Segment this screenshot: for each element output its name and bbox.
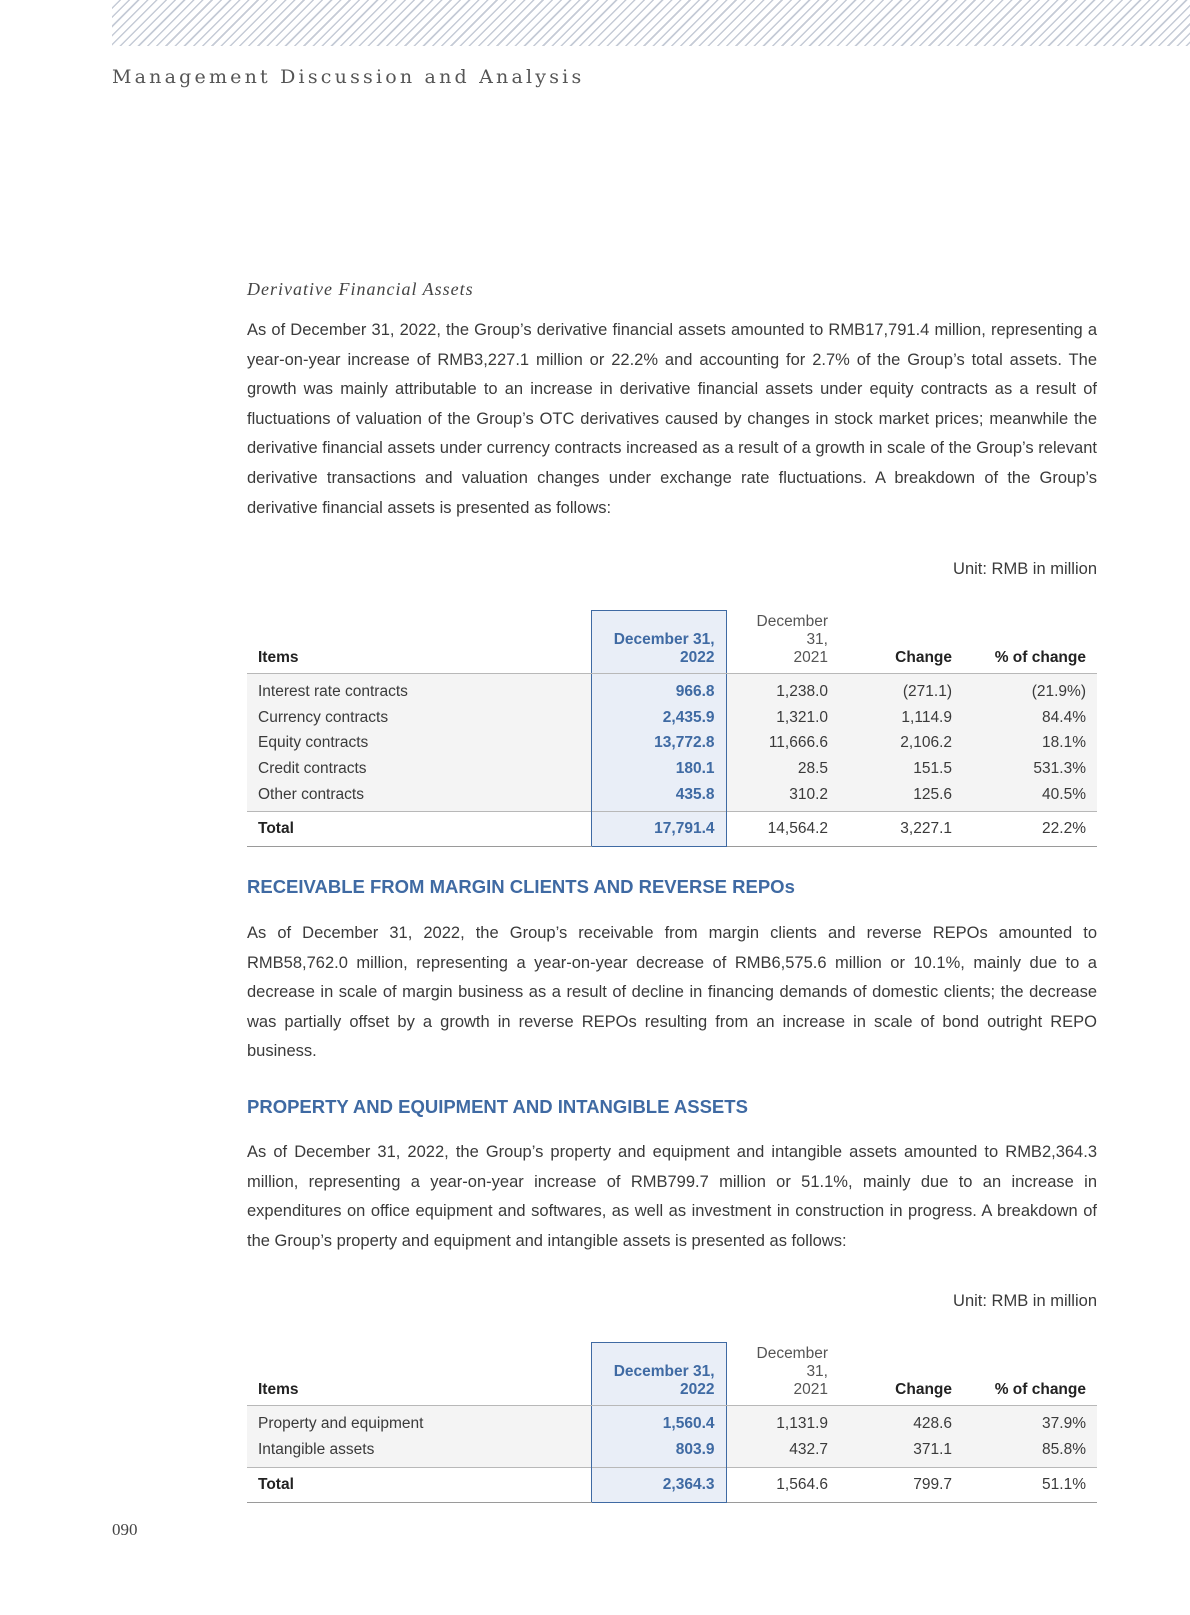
header-items: Items (247, 1343, 591, 1406)
header-dec-2021 (726, 1343, 839, 1406)
row-dec-2021: 1,238.0 (726, 673, 839, 705)
table-row (247, 782, 1097, 812)
table-total-row (247, 1467, 1097, 1502)
total-dec-2022: 2,364.3 (591, 1467, 726, 1502)
row-dec-2021: 432.7 (726, 1437, 839, 1467)
row-item: Credit contracts (247, 756, 591, 782)
row-pct-change: 531.3% (963, 756, 1097, 782)
total-item: Total (247, 812, 591, 847)
row-change: 151.5 (839, 756, 963, 782)
row-pct-change: 85.8% (963, 1437, 1097, 1467)
header-hatch-band (112, 0, 1190, 46)
running-title: Management Discussion and Analysis (112, 66, 585, 88)
header-dec-2022-line2: 2022 (680, 648, 715, 666)
row-change: 125.6 (839, 782, 963, 812)
row-pct-change: 37.9% (963, 1405, 1097, 1437)
total-item: Total (247, 1467, 591, 1502)
margin-paragraph: As of December 31, 2022, the Group’s receivable from margin clients and reverse REPOs amounted to RMB58,762.0 million, representing a year-on-year decrease of RMB6,575.6 million or 10.1%, mainly due to a decrease in scale of margin business as a result of decline in financing demands of domestic clients; the decrease was partially offset by a growth in reverse REPOs resulting from an increase in scale of bond outright REPO business. (247, 924, 1097, 1061)
row-dec-2022: 13,772.8 (591, 731, 726, 757)
header-dec-2022-line2: 2022 (680, 1380, 715, 1398)
row-item: Property and equipment (247, 1405, 591, 1437)
row-dec-2022: 2,435.9 (591, 705, 726, 731)
property-unit-label: Unit: RMB in million (953, 1292, 1097, 1310)
row-pct-change: 40.5% (963, 782, 1097, 812)
header-dec-2021-line1: December 31, (756, 1344, 828, 1380)
table-row (247, 1405, 1097, 1437)
property-table-wrapper (247, 1342, 1097, 1503)
row-dec-2022: 803.9 (591, 1437, 726, 1467)
header-dec-2021-line2: 2021 (793, 648, 828, 666)
property-table (247, 1342, 1097, 1503)
row-change: 1,114.9 (839, 705, 963, 731)
table-row (247, 756, 1097, 782)
header-pct-change: % of change (963, 1343, 1097, 1406)
header-dec-2022-line1: December 31, (613, 630, 715, 648)
table-header-row (247, 1343, 1097, 1406)
header-pct-change: % of change (963, 611, 1097, 674)
table-row (247, 1437, 1097, 1467)
header-dec-2021-line2: 2021 (793, 1380, 828, 1398)
header-dec-2021-line1: December 31, (756, 612, 828, 648)
row-item: Equity contracts (247, 731, 591, 757)
property-heading: PROPERTY AND EQUIPMENT AND INTANGIBLE ASSETS (247, 1096, 748, 1117)
property-paragraph: As of December 31, 2022, the Group’s property and equipment and intangible assets amounted to RMB2,364.3 million, representing a year-on-year increase of RMB799.7 million or 51.1%, mainly due to an increase in expenditures on office equipment and softwares, as well as investment in construction in progress. A breakdown of the Group’s property and equipment and intangible assets is presented as follows: (247, 1143, 1097, 1250)
total-dec-2022: 17,791.4 (591, 812, 726, 847)
row-pct-change: 84.4% (963, 705, 1097, 731)
total-dec-2021: 1,564.6 (726, 1467, 839, 1502)
row-dec-2021: 1,131.9 (726, 1405, 839, 1437)
row-dec-2022: 966.8 (591, 673, 726, 705)
row-dec-2022: 1,560.4 (591, 1405, 726, 1437)
table-total-row (247, 812, 1097, 847)
total-pct-change: 22.2% (963, 812, 1097, 847)
header-change: Change (839, 1343, 963, 1406)
derivative-paragraph: As of December 31, 2022, the Group’s derivative financial assets amounted to RMB17,791.4 million, representing a year-on-year increase of RMB3,227.1 million or 22.2% and accounting for 2.7% of the Group’s total assets. The growth was mainly attributable to an increase in derivative financial assets under equity contracts as a result of fluctuations of valuation of the Group’s OTC derivatives caused by changes in stock market prices; meanwhile the derivative financial assets under currency contracts increased as a result of a growth in scale of the Group’s relevant derivative transactions and valuation changes under exchange rate fluctuations. A breakdown of the Group’s derivative financial assets is presented as follows: (247, 321, 1097, 517)
row-item: Currency contracts (247, 705, 591, 731)
header-dec-2022-line1: December 31, (613, 1362, 715, 1380)
derivative-table (247, 610, 1097, 847)
row-item: Intangible assets (247, 1437, 591, 1467)
row-change: 371.1 (839, 1437, 963, 1467)
row-dec-2021: 11,666.6 (726, 731, 839, 757)
row-dec-2021: 310.2 (726, 782, 839, 812)
row-dec-2022: 435.8 (591, 782, 726, 812)
table-row (247, 673, 1097, 705)
row-change: (271.1) (839, 673, 963, 705)
row-pct-change: 18.1% (963, 731, 1097, 757)
header-dec-2022 (591, 611, 726, 674)
table-header-row (247, 611, 1097, 674)
header-dec-2022 (591, 1343, 726, 1406)
derivative-table-wrapper (247, 610, 1097, 847)
row-item: Interest rate contracts (247, 673, 591, 705)
derivative-unit-label: Unit: RMB in million (953, 560, 1097, 578)
row-pct-change: (21.9%) (963, 673, 1097, 705)
total-pct-change: 51.1% (963, 1467, 1097, 1502)
total-change: 3,227.1 (839, 812, 963, 847)
row-change: 2,106.2 (839, 731, 963, 757)
header-items: Items (247, 611, 591, 674)
row-dec-2021: 28.5 (726, 756, 839, 782)
table-row (247, 705, 1097, 731)
derivative-subsection-title: Derivative Financial Assets (247, 279, 474, 299)
row-dec-2021: 1,321.0 (726, 705, 839, 731)
table-row (247, 731, 1097, 757)
header-change: Change (839, 611, 963, 674)
page-number: 090 (112, 1520, 138, 1539)
row-item: Other contracts (247, 782, 591, 812)
total-change: 799.7 (839, 1467, 963, 1502)
row-change: 428.6 (839, 1405, 963, 1437)
header-dec-2021 (726, 611, 839, 674)
row-dec-2022: 180.1 (591, 756, 726, 782)
margin-heading: RECEIVABLE FROM MARGIN CLIENTS AND REVERSE REPOs (247, 876, 795, 897)
total-dec-2021: 14,564.2 (726, 812, 839, 847)
